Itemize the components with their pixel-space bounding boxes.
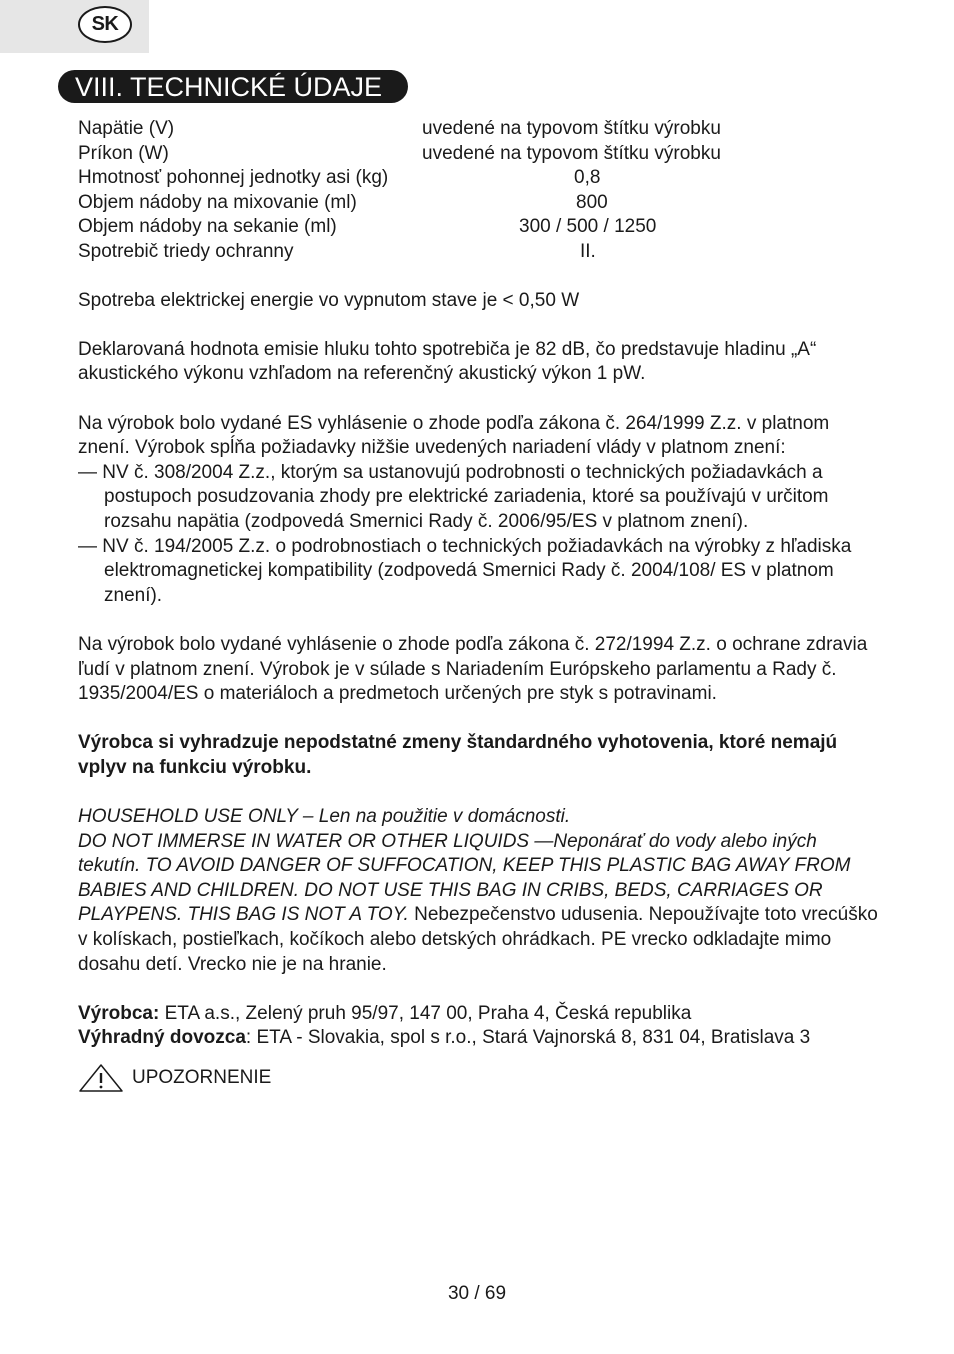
safety-paragraph <box>78 830 878 978</box>
document-content <box>78 117 878 1093</box>
section-title: VIII. TECHNICKÉ ÚDAJE <box>58 70 408 103</box>
spec-row <box>78 166 878 191</box>
manufacturer-label: Výrobca: <box>78 1002 160 1024</box>
spec-value: 800 <box>576 191 608 213</box>
importer-value: : ETA - Slovakia, spol s r.o., Stará Vajnorská 8, 831 04, Bratislava 3 <box>245 1027 811 1049</box>
conformity-paragraph: Na výrobok bolo vydané ES vyhlásenie o zhode podľa zákona č. 264/1999 Z.z. v platnom znení. Výrobok spĺňa požiadavky nižšie uvedených nariadení vlády v platnom znení: <box>78 412 830 459</box>
safety-italic-text: DO NOT IMMERSE IN WATER OR OTHER LIQUIDS —Neponárať do vody alebo iných tekutín. TO AVOID DANGER OF SUFFOCATION, KEEP THIS PLASTIC BAG AWAY FROM BABIES AND CHILDREN. DO NOT USE THIS BAG IN CRIBS, BEDS, CARRIAGES OR PLAYPENS. THIS BAG IS NOT A TOY. <box>78 830 851 926</box>
reservation-paragraph: Výrobca si vyhradzuje nepodstatné zmeny štandardného vyhotovenia, ktoré nemajú vplyv na funkciu výrobku. <box>78 732 838 778</box>
page-number: 30 / 69 <box>447 1283 507 1304</box>
safety-normal-text: Nebezpečenstvo udusenia. Nepoužívajte toto vrecúško v kolískach, postieľkach, kočíkoch alebo detských ohrádkach. PE vrecko odkladajte mimo dosahu detí. Vrecko nie je na hranie. <box>78 904 878 975</box>
warning-label: UPOZORNENIE <box>132 1066 272 1088</box>
spec-label: Hmotnosť pohonnej jednotky asi (kg) <box>78 167 389 188</box>
spec-value: II. <box>580 240 596 262</box>
importer-line <box>78 1026 878 1051</box>
standby-paragraph: Spotreba elektrickej energie vo vypnutom stave je < 0,50 W <box>78 289 580 311</box>
spec-row <box>78 142 878 167</box>
spec-row <box>78 191 878 216</box>
warning-triangle-icon <box>78 1063 124 1093</box>
household-line: HOUSEHOLD USE ONLY – Len na použitie v domácnosti. <box>78 806 571 828</box>
spec-label: Objem nádoby na mixovanie (ml) <box>78 191 357 213</box>
spec-label: Spotrebič triedy ochranny <box>78 240 294 262</box>
list-item: — NV č. 308/2004 Z.z., ktorým sa ustanovujú podrobnosti o technických požiadavkách a postupoch posudzovania zhody pre elektrické zariadenia, ktoré sa používajú v určitom rozsahu napätia (zodpovedá Smernici Rady č. 2006/95/ES v platnom znení). <box>78 461 829 532</box>
spec-value: uvedené na typovom štítku výrobku <box>422 142 721 164</box>
spec-row <box>78 215 878 240</box>
warning-row <box>78 1063 878 1093</box>
spec-value: 300 / 500 / 1250 <box>519 216 657 237</box>
food-contact-paragraph: Na výrobok bolo vydané vyhlásenie o zhode podľa zákona č. 272/1994 Z.z. o ochrane zdravia ľudí v platnom znení. Výrobok je v súlade s Nariadením Európskeho parlamentu a Rady č. 1935/2004/ES o materiáloch a predmetoch určených pre styk s potravinami. <box>78 633 868 705</box>
spec-label: Príkon (W) <box>78 142 169 164</box>
language-badge: SK <box>78 6 132 43</box>
manufacturer-value: ETA a.s., Zelený pruh 95/97, 147 00, Praha 4, Česká republika <box>159 1002 692 1024</box>
spec-label: Napätie (V) <box>78 118 175 139</box>
spec-row <box>78 240 878 265</box>
importer-label: Výhradný dovozca <box>78 1027 246 1049</box>
spec-table <box>78 117 878 264</box>
spec-row <box>78 117 878 142</box>
manufacturer-line <box>78 1002 878 1027</box>
spec-value: uvedené na typovom štítku výrobku <box>422 118 721 139</box>
spec-label: Objem nádoby na sekanie (ml) <box>78 216 337 237</box>
list-item: — NV č. 194/2005 Z.z. o podrobnostiach o technických požiadavkách na výrobky z hľadiska elektromagnetickej kompatibility (zodpovedá Smernici Rady č. 2004/108/ ES v platnom znení). <box>78 535 852 606</box>
spec-value: 0,8 <box>574 167 601 188</box>
noise-paragraph: Deklarovaná hodnota emisie hluku tohto spotrebiča je 82 dB, čo predstavuje hladinu „A“ akustického výkonu vzhľadom na referenčný akustický výkon 1 pW. <box>78 338 817 385</box>
language-tab <box>0 0 149 53</box>
